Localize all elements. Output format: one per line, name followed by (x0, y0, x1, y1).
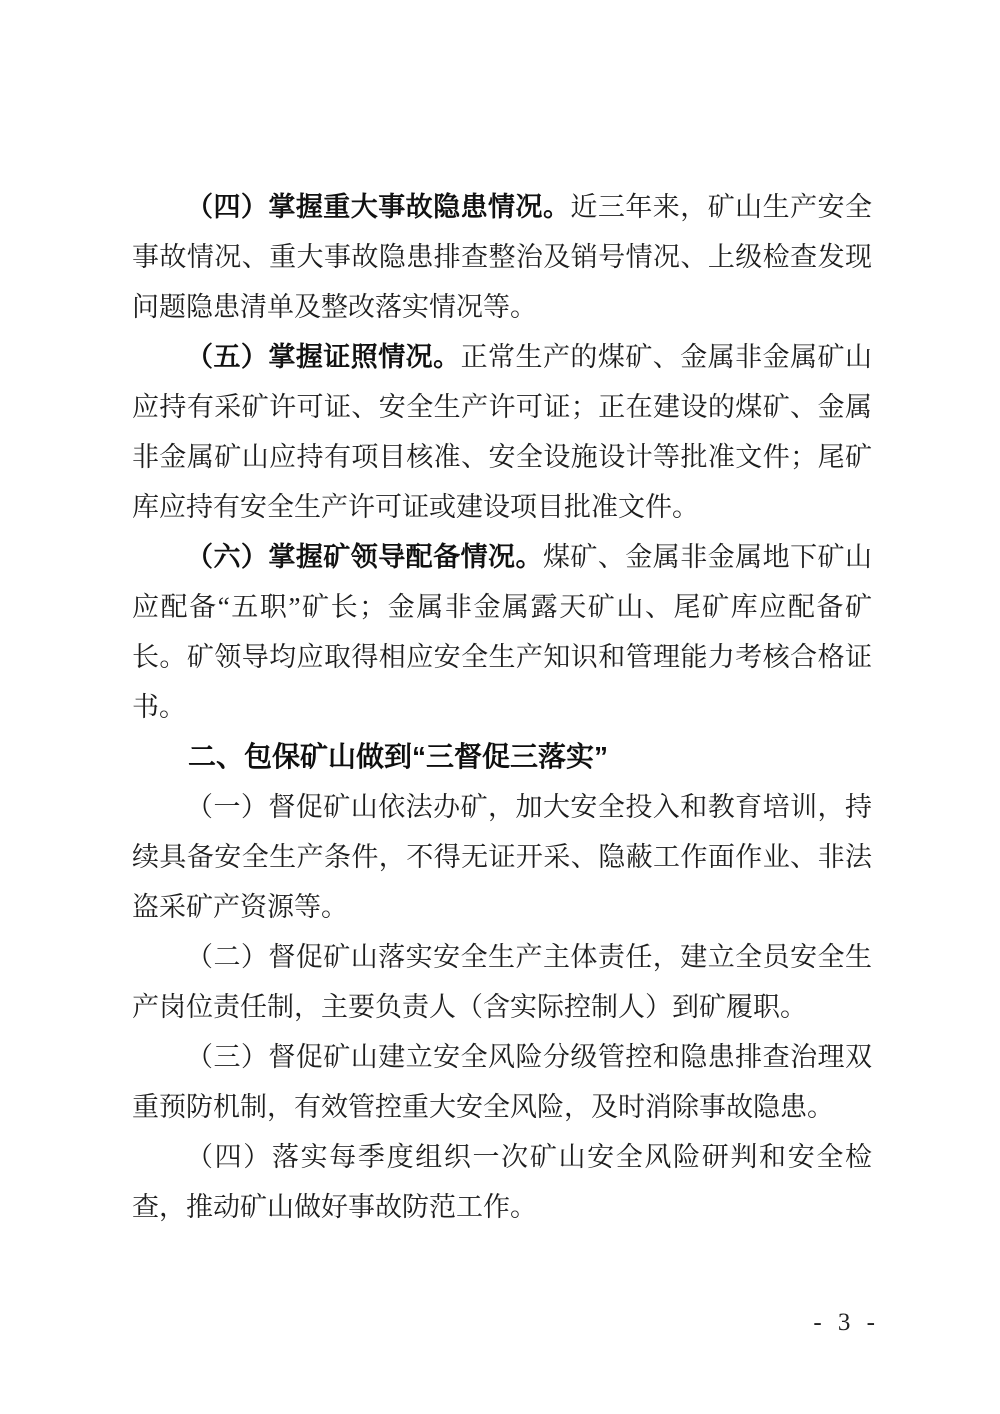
para-grasp-licenses (132, 332, 872, 532)
para-supervise-responsibility (132, 932, 872, 1032)
page-number: - 3 - (813, 1309, 880, 1336)
para-supervise-risk-control (132, 1032, 872, 1132)
document-body (132, 182, 872, 1232)
para-supervise-responsibility-text: （二）督促矿山落实安全生产主体责任，建立全员安全生产岗位责任制，主要负责人（含实际控制人）到矿履职。 (132, 942, 872, 1022)
section-2-heading: 二、包保矿山做到“三督促三落实” (188, 741, 609, 772)
para-grasp-major-hazards-text: 近三年来，矿山生产安全事故情况、重大事故隐患排查整治及销号情况、上级检查发现问题隐患清单及整改落实情况等。 (132, 192, 873, 322)
para-quarterly-risk-assessment-text: （四）落实每季度组织一次矿山安全风险研判和安全检查，推动矿山做好事故防范工作。 (132, 1142, 872, 1222)
para-supervise-lawful-mining (132, 782, 872, 932)
para-grasp-major-hazards (132, 182, 872, 332)
para-grasp-mine-leaders-text: 煤矿、金属非金属地下矿山应配备“五职”矿长；金属非金属露天矿山、尾矿库应配备矿长。矿领导均应取得相应安全生产知识和管理能力考核合格证书。 (132, 542, 873, 722)
para-grasp-licenses-lead: （五）掌握证照情况。 (186, 342, 461, 372)
para-grasp-mine-leaders (132, 532, 872, 732)
para-supervise-lawful-mining-text: （一）督促矿山依法办矿，加大安全投入和教育培训，持续具备安全生产条件，不得无证开采、隐蔽工作面作业、非法盗采矿产资源等。 (132, 792, 872, 922)
para-grasp-licenses-text: 正常生产的煤矿、金属非金属矿山应持有采矿许可证、安全生产许可证；正在建设的煤矿、金属非金属矿山应持有项目核准、安全设施设计等批准文件；尾矿库应持有安全生产许可证或建设项目批准文件。 (132, 342, 873, 522)
para-grasp-mine-leaders-lead: （六）掌握矿领导配备情况。 (186, 542, 543, 572)
para-quarterly-risk-assessment (132, 1132, 872, 1232)
para-supervise-risk-control-text: （三）督促矿山建立安全风险分级管控和隐患排查治理双重预防机制，有效管控重大安全风险，及时消除事故隐患。 (132, 1042, 872, 1122)
para-grasp-major-hazards-lead: （四）掌握重大事故隐患情况。 (186, 192, 571, 222)
